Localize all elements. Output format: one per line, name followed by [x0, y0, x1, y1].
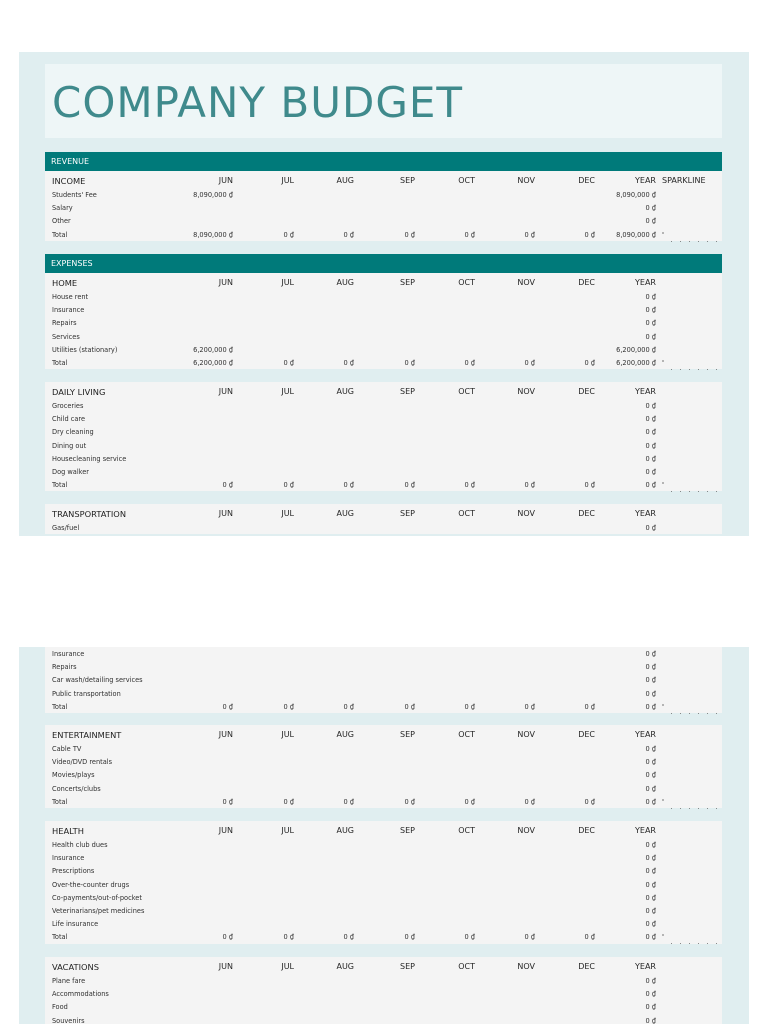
- year-value: 0 ₫: [645, 977, 656, 985]
- table-row: [45, 452, 722, 465]
- month-value: 0 ₫: [524, 358, 535, 367]
- month-header-dec: DEC: [578, 509, 595, 518]
- total-row: [45, 795, 722, 808]
- table-row: [45, 188, 722, 201]
- section-header-row: [45, 821, 722, 838]
- year-value: 0 ₫: [645, 797, 656, 806]
- row-label: Child care: [52, 415, 86, 424]
- health-section: [45, 821, 722, 944]
- month-header-oct: OCT: [458, 826, 475, 835]
- table-row: [45, 330, 722, 343]
- table-row: [45, 399, 722, 412]
- table-row: [45, 521, 722, 534]
- month-value: 0 ₫: [464, 797, 475, 806]
- total-row: [45, 930, 722, 943]
- row-label: Prescriptions: [52, 867, 95, 876]
- month-value: 0 ₫: [222, 702, 233, 711]
- month-value: 8,090,000 ₫: [193, 230, 233, 239]
- table-row: [45, 742, 722, 755]
- month-value: 0 ₫: [464, 481, 475, 490]
- month-header-jul: JUL: [281, 387, 294, 396]
- total-row: [45, 478, 722, 491]
- income-section: [45, 171, 722, 241]
- year-value: 0 ₫: [645, 441, 656, 450]
- month-value: 0 ₫: [283, 358, 294, 367]
- row-label: Over-the-counter drugs: [52, 880, 130, 889]
- table-row: [45, 768, 722, 781]
- row-label: Co-payments/out-of-pocket: [52, 893, 142, 902]
- year-value: 0 ₫: [645, 841, 656, 849]
- month-value: 6,200,000 ₫: [193, 358, 233, 367]
- section-heading: HEALTH: [52, 826, 84, 836]
- year-value: 0 ₫: [645, 481, 656, 490]
- month-value: 0 ₫: [584, 702, 595, 711]
- section-heading: INCOME: [52, 176, 86, 186]
- month-header-sep: SEP: [400, 176, 415, 185]
- month-header-jun: JUN: [218, 826, 233, 835]
- month-value: 0 ₫: [343, 933, 354, 942]
- row-label: Food: [52, 1003, 68, 1012]
- sheet-page-2: [19, 647, 749, 1024]
- row-label: Insurance: [52, 854, 85, 863]
- year-value: 0 ₫: [645, 1016, 656, 1024]
- row-label: Students' Fee: [52, 191, 97, 199]
- year-value: 0 ₫: [645, 319, 656, 328]
- month-header-jul: JUL: [281, 826, 294, 835]
- transportation-section: [45, 504, 722, 534]
- year-value: 6,200,000 ₫: [616, 358, 656, 367]
- month-header-nov: NOV: [517, 387, 535, 396]
- month-value: 8,090,000 ₫: [193, 191, 233, 199]
- table-row: [45, 303, 722, 316]
- month-value: 0 ₫: [343, 797, 354, 806]
- row-label: Public transportation: [52, 689, 121, 698]
- daily-living-section: [45, 382, 722, 491]
- year-value: 0 ₫: [645, 784, 656, 793]
- month-header-oct: OCT: [458, 278, 475, 287]
- month-value: 0 ₫: [584, 933, 595, 942]
- year-value: 0 ₫: [645, 880, 656, 889]
- table-row: [45, 343, 722, 356]
- row-label: Health club dues: [52, 841, 108, 849]
- month-header-jul: JUL: [281, 509, 294, 518]
- month-header-sep: SEP: [400, 278, 415, 287]
- year-header: YEAR: [635, 826, 656, 835]
- table-row: [45, 878, 722, 891]
- section-heading: HOME: [52, 278, 78, 288]
- table-row: [45, 647, 722, 660]
- table-row: [45, 987, 722, 1000]
- year-header: YEAR: [635, 962, 656, 971]
- year-value: 8,090,000 ₫: [616, 230, 656, 239]
- row-label: Gas/fuel: [52, 524, 80, 532]
- year-value: 0 ₫: [645, 933, 656, 942]
- section-header-row: [45, 725, 722, 742]
- month-header-dec: DEC: [578, 730, 595, 739]
- row-label: Total: [52, 702, 68, 711]
- month-value: 0 ₫: [404, 797, 415, 806]
- table-row: [45, 864, 722, 877]
- row-label: Dining out: [52, 441, 87, 450]
- table-row: [45, 660, 722, 673]
- table-row: [45, 851, 722, 864]
- row-label: Total: [52, 797, 68, 806]
- month-header-aug: AUG: [336, 826, 354, 835]
- revenue-band: REVENUE: [45, 152, 722, 171]
- month-value: 0 ₫: [584, 358, 595, 367]
- month-value: 0 ₫: [283, 702, 294, 711]
- row-label: Dog walker: [52, 467, 90, 476]
- section-header-row: [45, 382, 722, 399]
- year-header: YEAR: [635, 509, 656, 518]
- month-value: 0 ₫: [404, 230, 415, 239]
- row-label: Souvenirs: [52, 1016, 85, 1024]
- row-label: Utilities (stationary): [52, 345, 118, 354]
- month-value: 0 ₫: [524, 230, 535, 239]
- year-value: 0 ₫: [645, 854, 656, 863]
- row-label: Accommodations: [52, 990, 109, 999]
- year-value: 0 ₫: [645, 867, 656, 876]
- month-header-aug: AUG: [336, 962, 354, 971]
- month-value: 0 ₫: [404, 702, 415, 711]
- table-row: [45, 201, 722, 214]
- month-value: 0 ₫: [584, 230, 595, 239]
- year-value: 0 ₫: [645, 524, 656, 532]
- month-value: 0 ₫: [524, 702, 535, 711]
- sparkline-chart: [662, 360, 718, 370]
- table-row: [45, 755, 722, 768]
- row-label: Repairs: [52, 319, 77, 328]
- month-value: 0 ₫: [524, 933, 535, 942]
- table-row: [45, 316, 722, 329]
- section-heading: DAILY LIVING: [52, 387, 106, 397]
- expenses-band: EXPENSES: [45, 254, 722, 273]
- sparkline-chart: [662, 232, 718, 242]
- month-value: 0 ₫: [343, 481, 354, 490]
- month-header-sep: SEP: [400, 730, 415, 739]
- month-value: 0 ₫: [343, 230, 354, 239]
- month-header-aug: AUG: [336, 387, 354, 396]
- month-header-oct: OCT: [458, 387, 475, 396]
- month-value: 0 ₫: [464, 358, 475, 367]
- month-header-nov: NOV: [517, 509, 535, 518]
- year-value: 0 ₫: [645, 415, 656, 424]
- month-header-dec: DEC: [578, 176, 595, 185]
- total-row: [45, 228, 722, 241]
- month-value: 0 ₫: [524, 797, 535, 806]
- month-value: 0 ₫: [584, 481, 595, 490]
- year-value: 0 ₫: [645, 467, 656, 476]
- year-value: 0 ₫: [645, 1003, 656, 1012]
- month-value: 6,200,000 ₫: [193, 345, 233, 354]
- row-label: Total: [52, 933, 68, 942]
- month-header-aug: AUG: [336, 730, 354, 739]
- row-label: Insurance: [52, 306, 85, 315]
- month-header-sep: SEP: [400, 509, 415, 518]
- row-label: Veterinarians/pet medicines: [52, 906, 145, 915]
- sparkline-chart: [662, 799, 718, 809]
- year-value: 0 ₫: [645, 650, 656, 658]
- year-value: 0 ₫: [645, 745, 656, 753]
- month-header-jul: JUL: [281, 176, 294, 185]
- month-header-jul: JUL: [281, 962, 294, 971]
- row-label: House rent: [52, 293, 89, 301]
- row-label: Dry cleaning: [52, 428, 94, 437]
- table-row: [45, 917, 722, 930]
- row-label: Cable TV: [52, 745, 82, 753]
- year-value: 0 ₫: [645, 454, 656, 463]
- year-value: 0 ₫: [645, 702, 656, 711]
- month-value: 0 ₫: [222, 481, 233, 490]
- table-row: [45, 412, 722, 425]
- month-header-jul: JUL: [281, 730, 294, 739]
- month-header-nov: NOV: [517, 826, 535, 835]
- month-value: 0 ₫: [404, 481, 415, 490]
- year-header: YEAR: [635, 387, 656, 396]
- home-section: [45, 273, 722, 369]
- month-header-aug: AUG: [336, 176, 354, 185]
- month-header-dec: DEC: [578, 962, 595, 971]
- title-banner: [45, 64, 722, 138]
- section-header-row: [45, 504, 722, 521]
- table-row: [45, 425, 722, 438]
- month-header-jun: JUN: [218, 387, 233, 396]
- month-header-nov: NOV: [517, 176, 535, 185]
- month-header-jun: JUN: [218, 176, 233, 185]
- year-value: 0 ₫: [645, 217, 656, 226]
- vacations-section: [45, 957, 722, 1024]
- table-row: [45, 1014, 722, 1024]
- month-value: 0 ₫: [524, 481, 535, 490]
- section-heading: VACATIONS: [52, 962, 100, 972]
- sparkline-chart: [662, 704, 718, 714]
- table-row: [45, 891, 722, 904]
- row-label: Life insurance: [52, 920, 99, 929]
- table-row: [45, 904, 722, 917]
- year-value: 0 ₫: [645, 332, 656, 341]
- month-value: 0 ₫: [283, 230, 294, 239]
- page-title: COMPANY BUDGET: [52, 78, 464, 127]
- table-row: [45, 1000, 722, 1013]
- month-value: 0 ₫: [584, 797, 595, 806]
- table-row: [45, 214, 722, 227]
- month-value: 0 ₫: [464, 933, 475, 942]
- sparkline-chart: [662, 934, 718, 944]
- month-header-oct: OCT: [458, 509, 475, 518]
- row-label: Total: [52, 358, 68, 367]
- row-label: Movies/plays: [52, 771, 95, 780]
- section-header-row: [45, 273, 722, 290]
- year-value: 0 ₫: [645, 689, 656, 698]
- sparkline-header: SPARKLINE: [662, 176, 706, 185]
- month-header-nov: NOV: [517, 278, 535, 287]
- year-value: 0 ₫: [645, 758, 656, 767]
- year-value: 0 ₫: [645, 676, 656, 685]
- year-value: 6,200,000 ₫: [616, 345, 656, 354]
- row-label: Car wash/detailing services: [52, 676, 143, 685]
- year-value: 0 ₫: [645, 306, 656, 315]
- month-header-nov: NOV: [517, 962, 535, 971]
- year-value: 0 ₫: [645, 990, 656, 999]
- row-label: Salary: [52, 204, 73, 213]
- year-value: 0 ₫: [645, 204, 656, 213]
- month-header-dec: DEC: [578, 387, 595, 396]
- row-label: Services: [52, 332, 80, 341]
- month-value: 0 ₫: [283, 797, 294, 806]
- total-row: [45, 700, 722, 713]
- month-header-aug: AUG: [336, 278, 354, 287]
- row-label: Insurance: [52, 650, 85, 658]
- table-row: [45, 974, 722, 987]
- year-value: 0 ₫: [645, 402, 656, 410]
- table-row: [45, 782, 722, 795]
- month-header-sep: SEP: [400, 387, 415, 396]
- month-value: 0 ₫: [404, 933, 415, 942]
- month-header-dec: DEC: [578, 826, 595, 835]
- table-row: [45, 838, 722, 851]
- month-header-jun: JUN: [218, 730, 233, 739]
- month-header-sep: SEP: [400, 962, 415, 971]
- year-header: YEAR: [635, 278, 656, 287]
- total-row: [45, 356, 722, 369]
- month-header-oct: OCT: [458, 962, 475, 971]
- section-heading: TRANSPORTATION: [52, 509, 127, 519]
- year-value: 0 ₫: [645, 906, 656, 915]
- year-value: 0 ₫: [645, 920, 656, 929]
- sparkline-chart: [662, 482, 718, 492]
- row-label: Concerts/clubs: [52, 784, 101, 793]
- row-label: Total: [52, 230, 68, 239]
- month-header-oct: OCT: [458, 176, 475, 185]
- month-header-jul: JUL: [281, 278, 294, 287]
- year-value: 0 ₫: [645, 771, 656, 780]
- section-header-row: [45, 957, 722, 974]
- entertainment-section: [45, 725, 722, 808]
- row-label: Video/DVD rentals: [52, 758, 113, 767]
- month-value: 0 ₫: [283, 933, 294, 942]
- month-header-jun: JUN: [218, 962, 233, 971]
- month-value: 0 ₫: [343, 358, 354, 367]
- month-header-nov: NOV: [517, 730, 535, 739]
- month-value: 0 ₫: [464, 702, 475, 711]
- year-value: 0 ₫: [645, 293, 656, 301]
- sheet-page-1: [19, 52, 749, 536]
- year-value: 0 ₫: [645, 893, 656, 902]
- month-value: 0 ₫: [464, 230, 475, 239]
- year-header: YEAR: [635, 730, 656, 739]
- month-value: 0 ₫: [222, 933, 233, 942]
- section-header-row: [45, 171, 722, 188]
- section-heading: ENTERTAINMENT: [52, 730, 122, 740]
- month-value: 0 ₫: [343, 702, 354, 711]
- month-value: 0 ₫: [222, 797, 233, 806]
- year-value: 0 ₫: [645, 663, 656, 672]
- table-row: [45, 687, 722, 700]
- table-row: [45, 439, 722, 452]
- month-header-aug: AUG: [336, 509, 354, 518]
- year-value: 8,090,000 ₫: [616, 191, 656, 199]
- table-row: [45, 673, 722, 686]
- year-value: 0 ₫: [645, 428, 656, 437]
- month-header-dec: DEC: [578, 278, 595, 287]
- row-label: Plane fare: [52, 977, 86, 985]
- row-label: Housecleaning service: [52, 454, 127, 463]
- table-row: [45, 465, 722, 478]
- month-header-jun: JUN: [218, 278, 233, 287]
- month-header-jun: JUN: [218, 509, 233, 518]
- row-label: Groceries: [52, 402, 84, 410]
- table-row: [45, 290, 722, 303]
- year-header: YEAR: [635, 176, 656, 185]
- month-value: 0 ₫: [283, 481, 294, 490]
- month-header-sep: SEP: [400, 826, 415, 835]
- transportation-continued-section: [45, 647, 722, 713]
- row-label: Repairs: [52, 663, 77, 672]
- row-label: Other: [52, 217, 71, 226]
- month-value: 0 ₫: [404, 358, 415, 367]
- month-header-oct: OCT: [458, 730, 475, 739]
- row-label: Total: [52, 481, 68, 490]
